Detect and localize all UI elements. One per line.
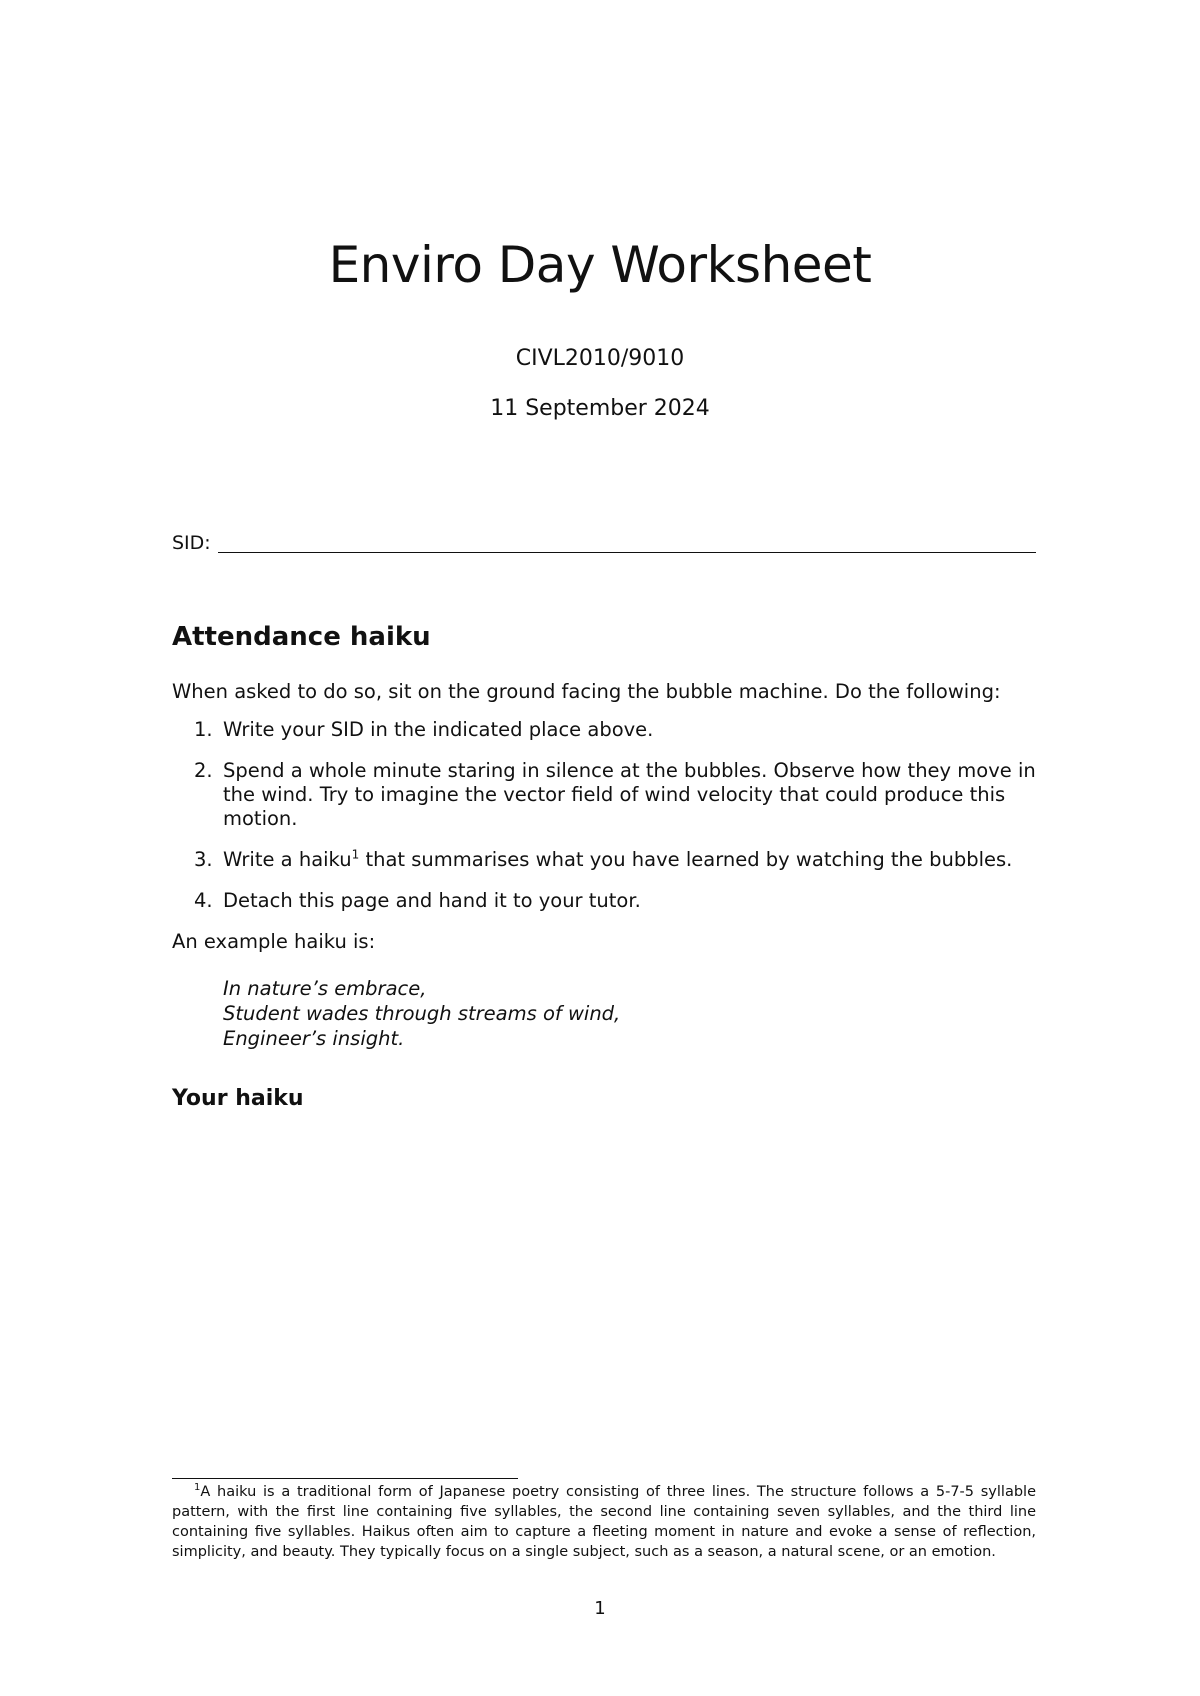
example-intro: An example haiku is: <box>172 930 376 953</box>
haiku-line: In nature’s embrace, <box>223 977 427 1000</box>
sid-blank-line[interactable] <box>218 552 1036 553</box>
example-haiku <box>223 976 620 1051</box>
date: 11 September 2024 <box>490 396 710 421</box>
page-number: 1 <box>594 1598 606 1619</box>
list-item <box>172 848 1036 872</box>
footnote-divider <box>172 1478 518 1479</box>
list-item-text: that summarises what you have learned by watching the bubbles. <box>359 848 1013 871</box>
instructions-intro: When asked to do so, sit on the ground facing the bubble machine. Do the following: <box>172 680 1001 703</box>
list-item <box>172 759 1036 831</box>
sid-field[interactable] <box>172 532 1036 560</box>
sid-label: SID: <box>172 532 211 554</box>
your-haiku-heading: Your haiku <box>172 1086 304 1111</box>
footnote-mark: 1 <box>194 1482 201 1494</box>
list-item-number: 3. <box>194 848 213 871</box>
list-item-number: 2. <box>194 759 213 782</box>
page-title: Enviro Day Worksheet <box>328 236 872 294</box>
list-item-text: Write a haiku <box>223 848 352 871</box>
footnote-text: A haiku is a traditional form of Japanese poetry consisting of three lines. The structure follows a 5-7-5 syllable pattern, with the first line containing five syllables, the second line containing seven syllables, and the third line containing five syllables. Haikus often aim to capture a fleeting moment in nature and evoke a sense of reflection, simplicity, and beauty. They typically focus on a single subject, such as a season, a natural scene, or an emotion. <box>172 1484 1036 1560</box>
instruction-list <box>172 718 1036 930</box>
course-code: CIVL2010/9010 <box>515 346 685 371</box>
footnote <box>172 1482 1036 1562</box>
list-item-text: Detach this page and hand it to your tutor. <box>223 889 641 912</box>
section-heading: Attendance haiku <box>172 622 431 652</box>
list-item-number: 1. <box>194 718 213 741</box>
list-item <box>172 718 1036 742</box>
footnote-reference[interactable]: 1 <box>351 847 360 862</box>
list-item <box>172 889 1036 913</box>
haiku-line: Engineer’s insight. <box>223 1027 405 1050</box>
list-item-text: Write your SID in the indicated place above. <box>223 718 654 741</box>
list-item-text: Spend a whole minute staring in silence at the bubbles. Observe how they move in the wind. Try to imagine the vector field of wind velocity that could produce this motion. <box>223 759 1036 830</box>
haiku-line: Student wades through streams of wind, <box>223 1002 621 1025</box>
list-item-number: 4. <box>194 889 213 912</box>
